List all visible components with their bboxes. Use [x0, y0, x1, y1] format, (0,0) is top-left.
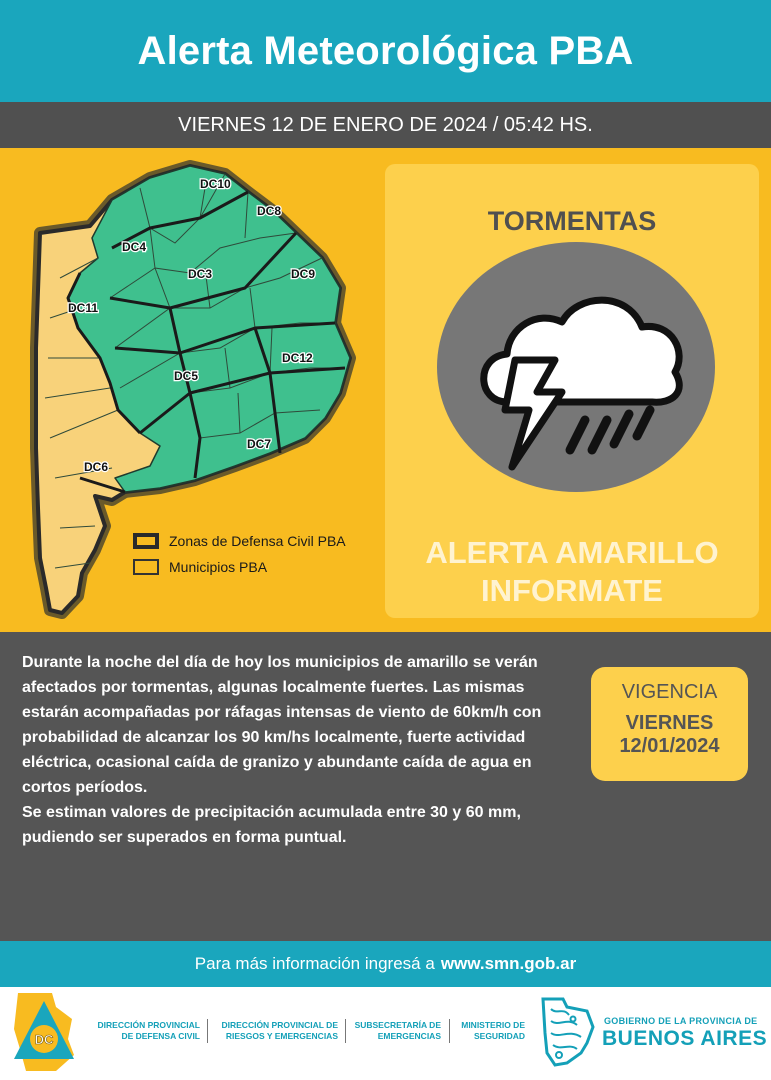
org-4-line1: MINISTERIO DE — [461, 1020, 525, 1030]
zone-label-dc5: DC5 — [174, 369, 199, 383]
description-band — [0, 632, 771, 941]
org-3-line2: EMERGENCIAS — [377, 1031, 441, 1041]
alert-level-line1: ALERTA AMARILLO — [425, 535, 719, 570]
zone-label-dc7: DC7 — [247, 437, 272, 451]
gov-label: GOBIERNO DE LA PROVINCIA DE — [604, 1016, 758, 1026]
pba-emblem-icon — [537, 993, 597, 1069]
gov-name: BUENOS AIRES — [602, 1027, 768, 1050]
legend-municipalities — [133, 554, 346, 580]
org-1-line2: DE DEFENSA CIVIL — [121, 1031, 200, 1041]
legend-swatch-zones — [133, 533, 159, 549]
vigencia-label: VIGENCIA — [621, 681, 718, 703]
org-4-line2: SEGURIDAD — [473, 1031, 525, 1041]
org-defensa-civil — [88, 1020, 200, 1042]
legend-label-municipalities: Municipios PBA — [169, 559, 268, 575]
vigencia-date: 12/01/2024 — [619, 735, 720, 757]
org-divider — [449, 1019, 450, 1043]
zone-label-dc4: DC4 — [122, 240, 147, 254]
zone-label-dc3: DC3 — [188, 267, 213, 281]
map-legend — [133, 528, 346, 580]
zone-label-dc9: DC9 — [291, 267, 316, 281]
alert-description — [22, 650, 562, 850]
alert-level — [385, 534, 759, 610]
vigencia-box — [591, 667, 748, 781]
header-bar — [0, 0, 771, 102]
info-text: Para más información ingresá a — [194, 954, 435, 973]
alert-level-line2: INFORMATE — [481, 573, 663, 608]
legend-label-zones: Zonas de Defensa Civil PBA — [169, 533, 346, 549]
org-ministerio — [453, 1020, 525, 1042]
legend-zones — [133, 528, 346, 554]
org-2-line2: RIESGOS Y EMERGENCIAS — [225, 1031, 338, 1041]
zone-label-dc8: DC8 — [257, 204, 282, 218]
footer — [0, 987, 771, 1080]
legend-swatch-municipalities — [133, 559, 159, 575]
org-3-line1: SUBSECRETARÍA DE — [354, 1020, 441, 1030]
org-divider — [345, 1019, 346, 1043]
org-1-line1: DIRECCIÓN PROVINCIAL — [97, 1020, 200, 1030]
alert-phenomenon: TORMENTAS — [487, 206, 657, 236]
thunderstorm-icon — [437, 242, 715, 492]
zone-label-dc11: DC11 — [68, 301, 99, 315]
date-bar — [0, 102, 771, 148]
description-paragraph-1: Durante la noche del día de hoy los municipios de amarillo se verán afectados por tormentas, algunas localmente fuertes. Las mismas estarán acompañadas por ráfagas intensas de viento de 60km/h con probabilidad de alcanzar los 90 km/hs localmente, fuerte actividad eléctrica, ocasional caída de granizo y abundante caída de agua en cortos períodos. — [22, 654, 542, 796]
org-divider — [207, 1019, 208, 1043]
issue-datetime: VIERNES 12 DE ENERO DE 2024 / 05:42 HS. — [178, 113, 593, 136]
defensa-civil-logo — [8, 989, 80, 1075]
alert-card — [385, 164, 759, 618]
zone-label-dc6: DC6 — [84, 460, 109, 474]
info-bar — [0, 941, 771, 987]
smn-link[interactable]: www.smn.gob.ar — [440, 954, 577, 973]
org-2-line1: DIRECCIÓN PROVINCIAL DE — [221, 1020, 338, 1030]
page-title: Alerta Meteorológica PBA — [137, 28, 634, 73]
org-subsecretaria — [349, 1020, 441, 1042]
org-riesgos — [212, 1020, 338, 1042]
vigencia-day: VIERNES — [625, 712, 714, 734]
main-band — [0, 148, 771, 632]
dc-logo-text: DC — [34, 1032, 54, 1047]
zone-label-dc10: DC10 — [200, 177, 231, 191]
zone-label-dc12: DC12 — [282, 351, 313, 365]
description-paragraph-2: Se estiman valores de precipitación acumulada entre 30 y 60 mm, pudiendo ser superados en forma puntual. — [22, 804, 521, 846]
